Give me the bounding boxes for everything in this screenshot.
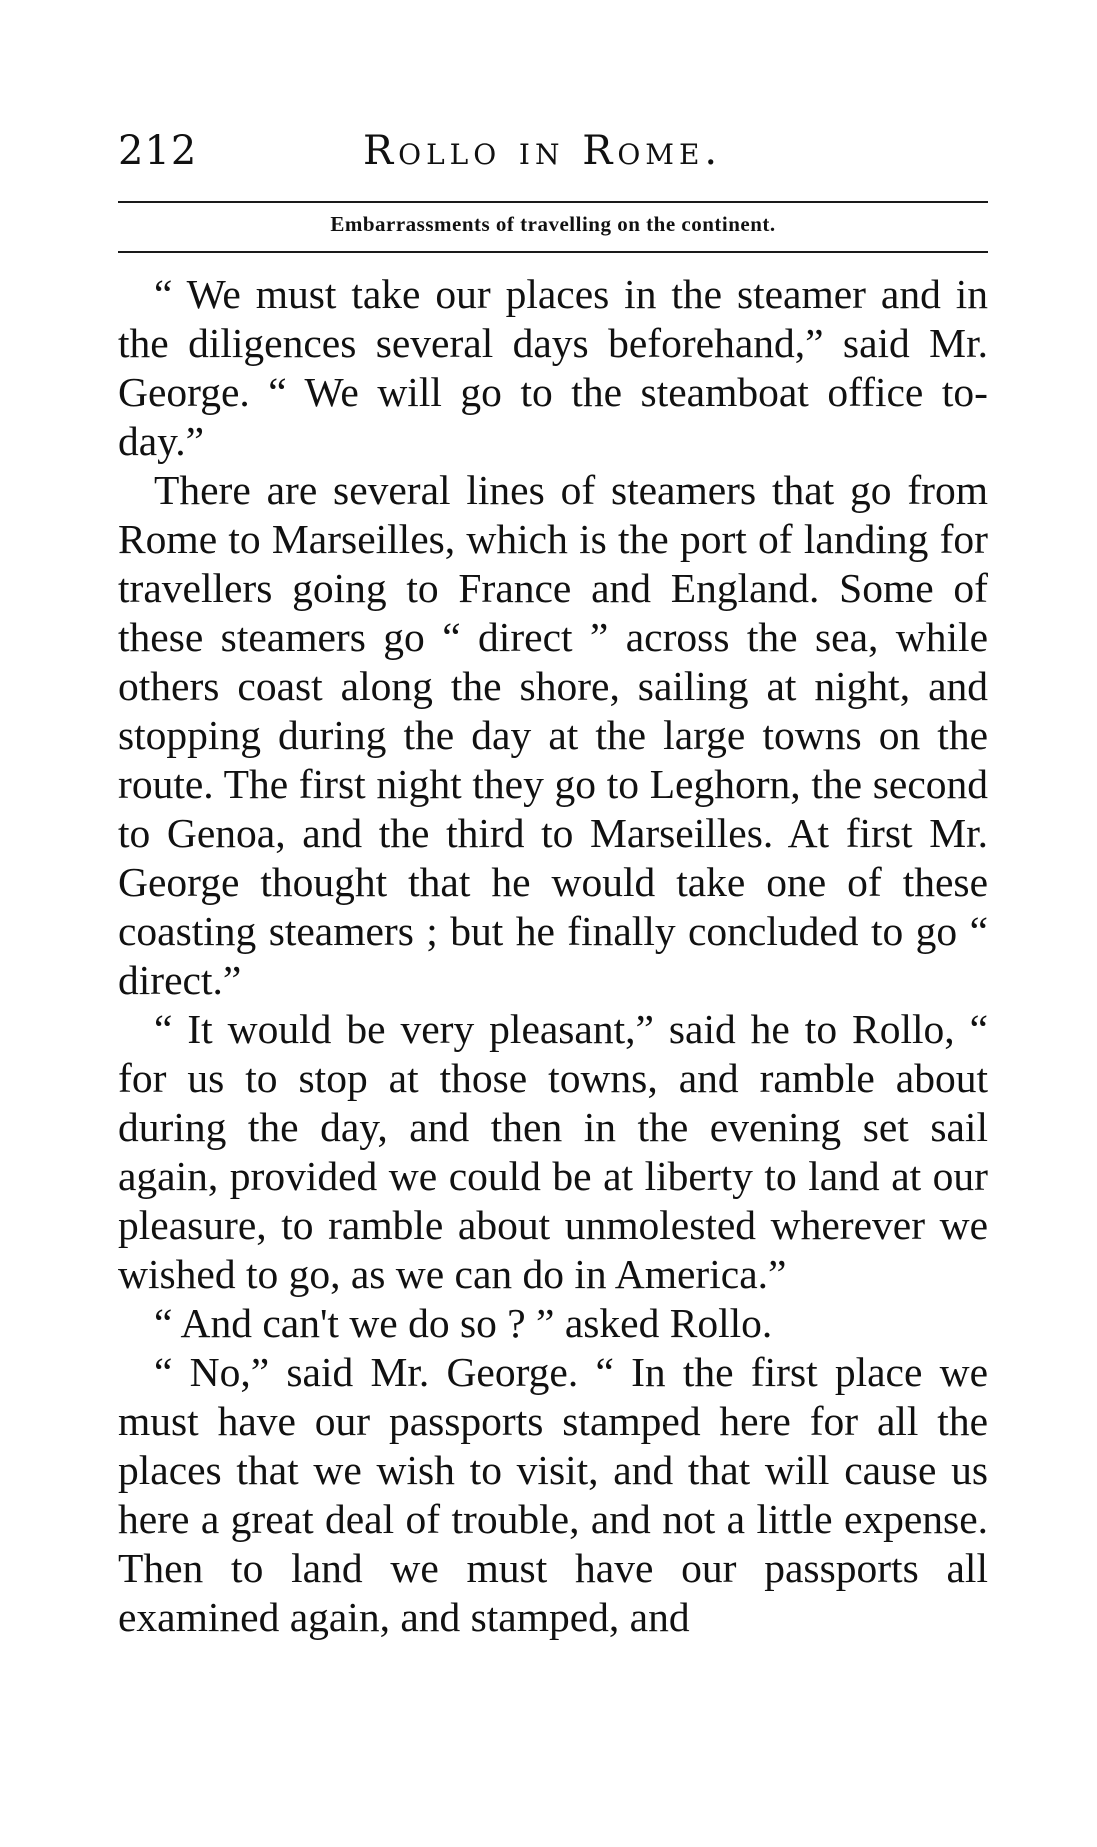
header-rule-top xyxy=(118,201,988,203)
paragraph: “ No,” said Mr. George. “ In the first place we must have our passports stamped here for all the places that we wish to visit, and that will cause us here a great deal of trouble, and not a little expense. Then to land we must have our passports all examined again, and stamped, and xyxy=(118,1349,988,1640)
paragraph: “ It would be very pleasant,” said he to Rollo, “ for us to stop at those towns, and ramble about during the day, and then in the evening set sail again, provided we could be at liberty to land at our pleasure, to ramble about unmolested wherever we wished to go, as we can do in America.” xyxy=(118,1006,988,1297)
page-header xyxy=(118,128,988,188)
paragraph: There are several lines of steamers that go from Rome to Marseilles, which is the port of landing for travellers going to France and England. Some of these steamers go “ direct ” across the sea, while others coast along the shore, sailing at night, and stopping during the day at the large towns on the route. The first night they go to Leghorn, the second to Genoa, and the third to Marseilles. At first Mr. George thought that he would take one of these coasting steamers ; but he finally concluded to go “ direct.” xyxy=(118,467,988,1003)
paragraph: “ We must take our places in the steamer and in the diligences several days beforehand,” said Mr. George. “ We will go to the steamboat office to-day.” xyxy=(118,271,988,464)
section-subheading: Embarrassments of travelling on the continent. xyxy=(330,212,776,236)
paragraph: “ And can't we do so ? ” asked Rollo. xyxy=(154,1300,773,1346)
body-text xyxy=(118,270,988,1642)
header-rule-bottom xyxy=(118,251,988,253)
running-title: Rollo in Rome. xyxy=(363,128,723,174)
page-number: 212 xyxy=(118,128,198,174)
